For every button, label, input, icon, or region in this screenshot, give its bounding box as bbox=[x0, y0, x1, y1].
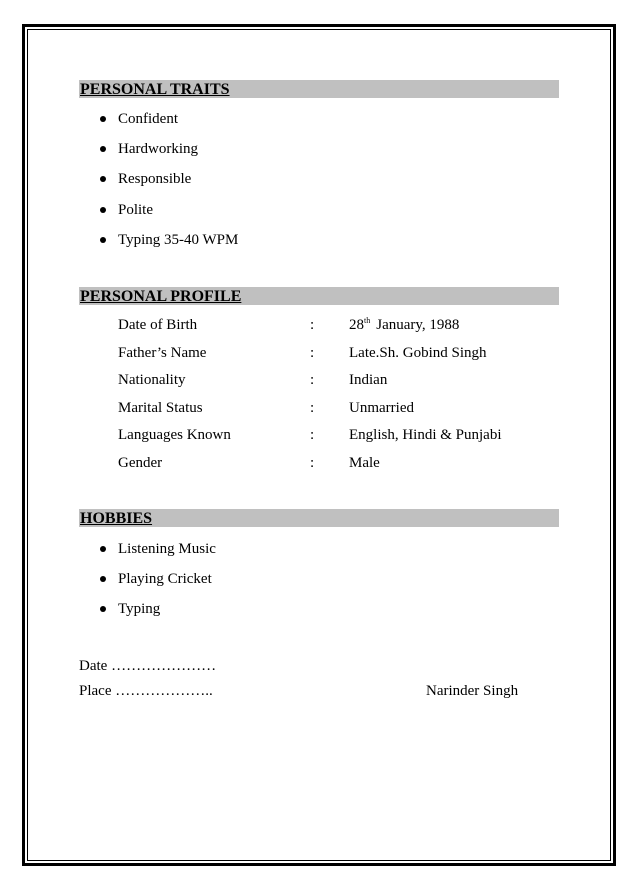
bullet-icon bbox=[100, 176, 106, 182]
profile-row-father-name bbox=[118, 344, 558, 372]
hobby-text: Listening Music bbox=[118, 541, 216, 557]
signature-name: Narinder Singh bbox=[426, 683, 519, 699]
profile-label: Nationality bbox=[118, 372, 186, 389]
profile-separator: : bbox=[310, 399, 315, 416]
profile-separator: : bbox=[310, 317, 315, 333]
bullet-icon bbox=[100, 237, 106, 243]
bullet-icon bbox=[100, 116, 106, 122]
trait-text: Responsible bbox=[118, 171, 192, 188]
list-item bbox=[98, 140, 238, 170]
personal-profile-heading: PERSONAL PROFILE bbox=[79, 287, 559, 305]
personal-traits-heading: PERSONAL TRAITS bbox=[79, 80, 559, 98]
profile-label: Father’s Name bbox=[118, 344, 207, 361]
bullet-icon bbox=[100, 606, 106, 612]
profile-label: Gender bbox=[118, 454, 163, 471]
profile-label: Marital Status bbox=[118, 399, 203, 416]
profile-value: Indian bbox=[349, 372, 388, 389]
date-line: Date ………………… bbox=[79, 658, 217, 674]
profile-label: Languages Known bbox=[118, 427, 231, 444]
dob-month-year: January, 1988 bbox=[376, 317, 460, 333]
personal-traits-list bbox=[98, 110, 238, 261]
list-item bbox=[98, 540, 216, 570]
profile-separator: : bbox=[310, 427, 315, 444]
trait-text: Typing 35-40 WPM bbox=[118, 231, 239, 248]
personal-profile-table bbox=[118, 316, 558, 482]
profile-value bbox=[349, 316, 459, 334]
profile-separator: : bbox=[310, 372, 315, 389]
profile-value: Late.Sh. Gobind Singh bbox=[349, 344, 487, 361]
list-item bbox=[98, 170, 238, 200]
profile-row-gender bbox=[118, 454, 558, 482]
dob-day-suffix: th bbox=[364, 316, 371, 325]
trait-text: Polite bbox=[118, 201, 154, 218]
trait-text: Confident bbox=[118, 111, 178, 127]
profile-separator: : bbox=[310, 344, 315, 361]
profile-row-nationality bbox=[118, 371, 558, 399]
list-item bbox=[98, 110, 238, 140]
profile-value: English, Hindi & Punjabi bbox=[349, 427, 502, 444]
list-item bbox=[98, 201, 238, 231]
profile-separator: : bbox=[310, 454, 315, 471]
profile-value: Unmarried bbox=[349, 399, 414, 416]
list-item bbox=[98, 570, 216, 600]
list-item bbox=[98, 231, 238, 261]
bullet-icon bbox=[100, 546, 106, 552]
profile-row-languages bbox=[118, 426, 558, 454]
profile-row-dob bbox=[118, 316, 558, 344]
profile-label: Date of Birth bbox=[118, 317, 198, 333]
hobbies-list bbox=[98, 540, 216, 631]
bullet-icon bbox=[100, 576, 106, 582]
profile-value: Male bbox=[349, 454, 380, 471]
profile-row-marital-status bbox=[118, 399, 558, 427]
hobbies-heading: HOBBIES bbox=[79, 509, 559, 527]
hobby-text: Typing bbox=[118, 601, 161, 618]
bullet-icon bbox=[100, 207, 106, 213]
trait-text: Hardworking bbox=[118, 141, 198, 158]
dob-day: 28 bbox=[349, 317, 364, 333]
list-item bbox=[98, 600, 216, 630]
bullet-icon bbox=[100, 146, 106, 152]
hobby-text: Playing Cricket bbox=[118, 571, 212, 588]
place-line: Place ……………….. bbox=[79, 683, 213, 699]
